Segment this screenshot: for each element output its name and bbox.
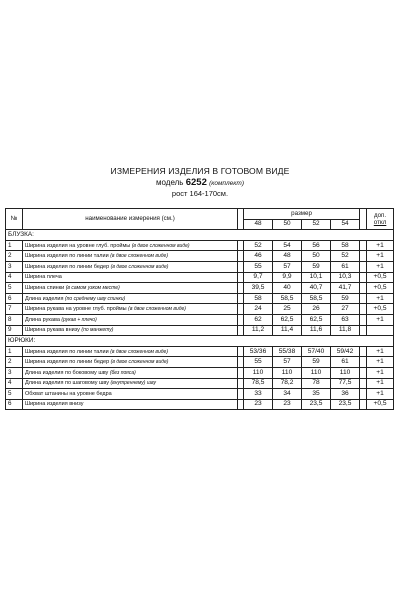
size-value: 10,3 <box>331 272 360 283</box>
section-row <box>6 336 394 347</box>
row-number: 4 <box>6 378 23 389</box>
row-name-cell <box>23 378 238 389</box>
size-value: 54 <box>273 240 302 251</box>
size-value: 59 <box>302 357 331 368</box>
tolerance-value: +1 <box>367 240 394 251</box>
row-name: Ширина изделия по линии бедер <box>25 359 110 366</box>
gap-cell <box>360 399 367 410</box>
table-body <box>6 230 394 410</box>
size-value: 55 <box>244 261 273 272</box>
tolerance-value: +1 <box>367 251 394 262</box>
size-value: 48 <box>273 251 302 262</box>
row-note: (в двое сложенном виде) <box>128 306 186 313</box>
size-value: 110 <box>302 367 331 378</box>
section-title: ЮРЮКИ: <box>6 336 394 347</box>
row-name: Ширина изделия по линии бедер <box>25 263 110 270</box>
table-row <box>6 251 394 262</box>
row-name-cell <box>23 399 238 410</box>
row-name: Ширина рукава внизу <box>25 327 80 334</box>
size-value: 52 <box>331 251 360 262</box>
header-size: размер <box>244 209 360 220</box>
size-value: 34 <box>273 389 302 400</box>
row-number: 5 <box>6 389 23 400</box>
header-tolerance <box>367 209 394 230</box>
size-value: 35 <box>302 389 331 400</box>
tolerance-value: +1 <box>367 346 394 357</box>
row-number: 3 <box>6 367 23 378</box>
size-value: 11,6 <box>302 325 331 336</box>
row-number: 5 <box>6 283 23 294</box>
size-54: 54 <box>331 219 360 230</box>
size-value: 78,5 <box>244 378 273 389</box>
size-value: 61 <box>331 261 360 272</box>
row-name: Длина рукава <box>25 316 60 323</box>
table-row <box>6 367 394 378</box>
model-note: (комплект) <box>209 180 244 187</box>
table-header-row <box>6 209 394 220</box>
row-name: Ширина плеча <box>25 274 62 281</box>
size-value: 25 <box>273 304 302 315</box>
row-name-cell <box>23 251 238 262</box>
section-row <box>6 230 394 241</box>
size-value: 55/38 <box>273 346 302 357</box>
tolerance-value <box>367 325 394 336</box>
table-row <box>6 346 394 357</box>
table-row <box>6 293 394 304</box>
size-value: 53/36 <box>244 346 273 357</box>
size-value: 63 <box>331 314 360 325</box>
tolerance-value: +0,5 <box>367 283 394 294</box>
row-name: Ширина изделия по линии талии <box>25 253 109 260</box>
row-name-cell <box>23 389 238 400</box>
row-note: (внутреннему) шву <box>110 380 156 387</box>
row-note: (рукав + плечо) <box>61 316 97 323</box>
table-row <box>6 325 394 336</box>
size-value: 9,7 <box>244 272 273 283</box>
model-number: 6252 <box>185 177 207 188</box>
size-value: 58 <box>331 240 360 251</box>
table-row <box>6 261 394 272</box>
model-prefix: модель <box>156 178 184 187</box>
table-row <box>6 399 394 410</box>
gap-cell <box>360 357 367 368</box>
height-range: рост 164-170см. <box>171 189 229 198</box>
size-value: 56 <box>302 240 331 251</box>
row-name: Ширина изделия внизу <box>25 401 84 408</box>
size-value: 11,2 <box>244 325 273 336</box>
gap-cell <box>360 304 367 315</box>
size-value: 46 <box>244 251 273 262</box>
measurement-table <box>5 208 394 410</box>
gap-cell <box>360 240 367 251</box>
table-row <box>6 304 394 315</box>
row-name: Обхват штанины на уровне бедра <box>25 390 112 397</box>
size-value: 52 <box>244 240 273 251</box>
gap-cell <box>360 261 367 272</box>
row-name: Ширина рукава на уровне глуб. проймы <box>25 306 127 313</box>
size-value: 41,7 <box>331 283 360 294</box>
size-value: 61 <box>331 357 360 368</box>
row-note: (в двое сложенном виде) <box>110 253 168 260</box>
size-50: 50 <box>273 219 302 230</box>
row-number: 1 <box>6 346 23 357</box>
row-name: Ширина изделия на уровне глуб. проймы <box>25 242 131 249</box>
tolerance-value: +1 <box>367 293 394 304</box>
row-name-cell <box>23 367 238 378</box>
size-value: 58,5 <box>302 293 331 304</box>
row-number: 2 <box>6 251 23 262</box>
size-value: 33 <box>244 389 273 400</box>
table-row <box>6 272 394 283</box>
row-note: (без пояса) <box>109 369 136 376</box>
document-title: ИЗМЕРЕНИЯ ИЗДЕЛИЯ В ГОТОВОМ ВИДЕ <box>110 166 290 176</box>
row-name-cell <box>23 314 238 325</box>
table-row <box>6 314 394 325</box>
size-value: 40,7 <box>302 283 331 294</box>
size-value: 59 <box>302 261 331 272</box>
gap-cell <box>360 367 367 378</box>
row-number: 7 <box>6 304 23 315</box>
tolerance-value: +1 <box>367 314 394 325</box>
row-name-cell <box>23 357 238 368</box>
size-value: 78 <box>302 378 331 389</box>
row-note: (в самом узком месте) <box>65 284 120 291</box>
size-value: 59 <box>331 293 360 304</box>
row-note: (по манжету) <box>81 327 114 334</box>
table-row <box>6 240 394 251</box>
size-value: 9,9 <box>273 272 302 283</box>
row-number: 8 <box>6 314 23 325</box>
size-value: 62,5 <box>273 314 302 325</box>
row-name-cell <box>23 346 238 357</box>
row-number: 2 <box>6 357 23 368</box>
table-row <box>6 357 394 368</box>
gap-cell <box>360 251 367 262</box>
size-value: 23 <box>273 399 302 410</box>
tolerance-value: +1 <box>367 367 394 378</box>
row-note: (в двое сложенном виде) <box>110 359 169 366</box>
row-name: Длина изделия по шаговому шву <box>25 380 109 387</box>
table-row <box>6 389 394 400</box>
size-value: 110 <box>273 367 302 378</box>
gap-cell <box>360 272 367 283</box>
tolerance-value: +0,5 <box>367 304 394 315</box>
model-line <box>0 177 400 189</box>
header-num: № <box>6 209 23 230</box>
tolerance-value: +1 <box>367 389 394 400</box>
row-name-cell <box>23 293 238 304</box>
size-value: 62 <box>244 314 273 325</box>
size-value: 39,5 <box>244 283 273 294</box>
size-value: 57 <box>273 261 302 272</box>
size-value: 40 <box>273 283 302 294</box>
row-name-cell <box>23 240 238 251</box>
size-value: 110 <box>244 367 273 378</box>
size-value: 55 <box>244 357 273 368</box>
size-value: 11,4 <box>273 325 302 336</box>
tolerance-value: +1 <box>367 378 394 389</box>
size-value: 23,5 <box>331 399 360 410</box>
gap-cell <box>360 283 367 294</box>
row-number: 6 <box>6 399 23 410</box>
row-name-cell <box>23 325 238 336</box>
size-value: 77,5 <box>331 378 360 389</box>
table-row <box>6 283 394 294</box>
size-value: 57/40 <box>302 346 331 357</box>
row-number: 4 <box>6 272 23 283</box>
header-name: наименование измерения (см.) <box>23 209 238 230</box>
gap-cell <box>360 325 367 336</box>
row-number: 1 <box>6 240 23 251</box>
size-value: 62,5 <box>302 314 331 325</box>
header-tolerance-top: доп. <box>373 212 387 220</box>
header-gap-right <box>360 209 367 230</box>
row-name-cell <box>23 272 238 283</box>
row-note: (в двое сложенном виде) <box>131 242 190 249</box>
header-tolerance-bottom: откл <box>373 219 387 227</box>
tolerance-value: +0,5 <box>367 399 394 410</box>
row-name-cell <box>23 261 238 272</box>
size-value: 10,1 <box>302 272 331 283</box>
row-number: 9 <box>6 325 23 336</box>
row-name-cell <box>23 304 238 315</box>
gap-cell <box>360 293 367 304</box>
row-name: Длина изделия по боковому шву <box>25 369 109 376</box>
size-value: 36 <box>331 389 360 400</box>
gap-cell <box>360 346 367 357</box>
gap-cell <box>360 389 367 400</box>
size-48: 48 <box>244 219 273 230</box>
row-note: (в двое сложенном виде) <box>110 263 169 270</box>
size-value: 59/42 <box>331 346 360 357</box>
tolerance-value: +1 <box>367 357 394 368</box>
row-note: (по среднему шву спинки) <box>64 295 126 302</box>
document-header <box>0 166 400 199</box>
size-value: 58,5 <box>273 293 302 304</box>
size-value: 50 <box>302 251 331 262</box>
size-value: 57 <box>273 357 302 368</box>
size-value: 26 <box>302 304 331 315</box>
row-name: Ширина изделия по линии талии <box>25 348 109 355</box>
gap-cell <box>360 378 367 389</box>
row-name-cell <box>23 283 238 294</box>
size-value: 24 <box>244 304 273 315</box>
row-name: Ширина спинки <box>25 284 65 291</box>
size-value: 58 <box>244 293 273 304</box>
size-value: 78,2 <box>273 378 302 389</box>
size-value: 11,8 <box>331 325 360 336</box>
size-value: 27 <box>331 304 360 315</box>
table-row <box>6 378 394 389</box>
row-name: Длина изделия <box>25 295 64 302</box>
size-52: 52 <box>302 219 331 230</box>
tolerance-value: +1 <box>367 261 394 272</box>
section-title: БЛУЗКА: <box>6 230 394 241</box>
size-value: 110 <box>331 367 360 378</box>
size-value: 23 <box>244 399 273 410</box>
size-value: 23,5 <box>302 399 331 410</box>
row-number: 6 <box>6 293 23 304</box>
gap-cell <box>360 314 367 325</box>
row-number: 3 <box>6 261 23 272</box>
tolerance-value: +0,5 <box>367 272 394 283</box>
row-note: (в двое сложенном виде) <box>110 348 168 355</box>
